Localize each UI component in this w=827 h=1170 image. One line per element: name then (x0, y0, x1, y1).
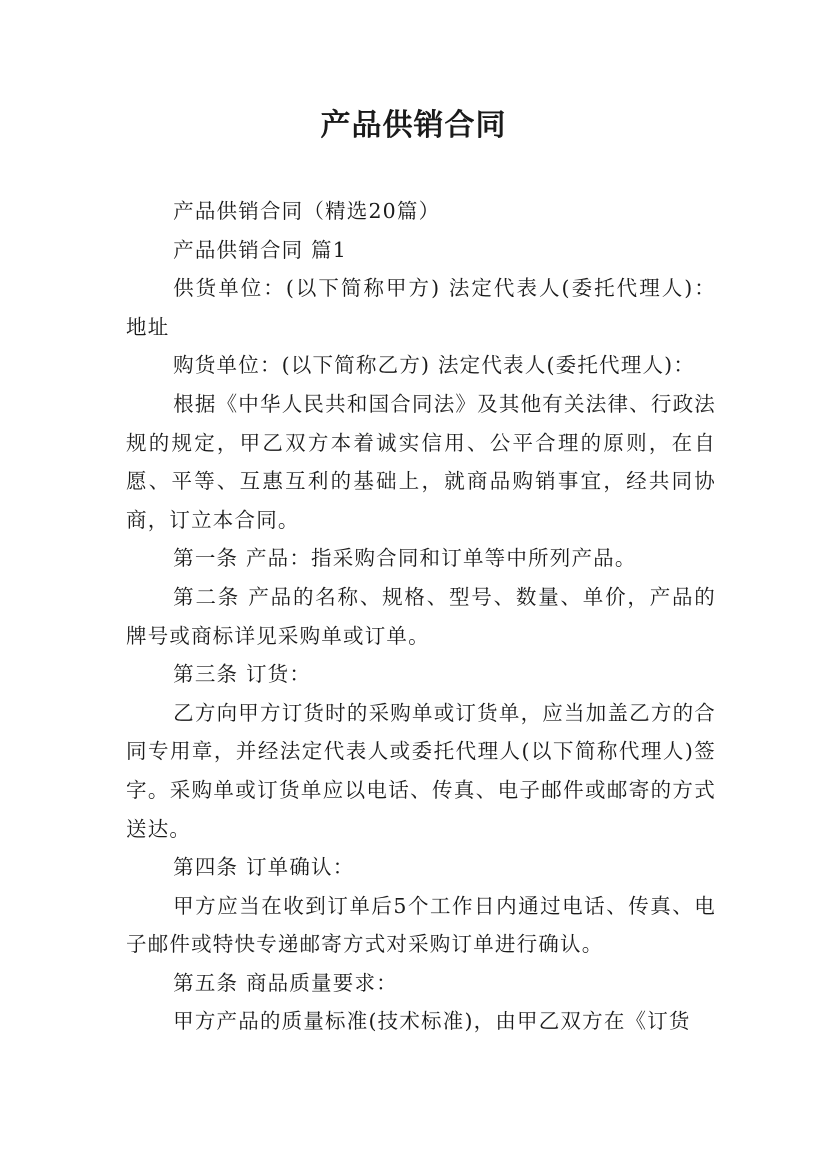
paragraph-subtitle: 产品供销合同（精选20篇） (173, 199, 441, 223)
paragraph-article-4-heading: 第四条 订单确认： (173, 855, 355, 880)
document-title: 产品供销合同 (320, 108, 507, 143)
document-body (126, 192, 716, 1041)
paragraph-article-5-heading: 第五条 商品质量要求： (173, 970, 398, 995)
paragraph-buyer: 购货单位：(以下简称乙方) 法定代表人(委托代理人)： (173, 353, 696, 378)
paragraph-preamble: 根据《中华人民共和国合同法》及其他有关法律、行政法规的规定，甲乙双方本着诚实信用、公平合理的原则，在自愿、平等、互惠互利的基础上，就商品购销事宜，经共同协商，订立本合同。 (126, 391, 716, 532)
paragraph-article-2: 第二条 产品的名称、规格、型号、数量、单价，产品的牌号或商标详见采购单或订单。 (126, 584, 716, 648)
paragraph-supplier: 供货单位：(以下简称甲方) 法定代表人(委托代理人)：地址 (126, 276, 716, 339)
paragraph-article-5-body: 甲方产品的质量标准(技术标准)，由甲乙双方在《订货 (173, 1009, 691, 1034)
paragraph-section-heading: 产品供销合同 篇1 (173, 237, 347, 262)
paragraph-article-3-heading: 第三条 订货： (173, 662, 312, 687)
paragraph-article-1: 第一条 产品：指采购合同和订单等中所列产品。 (173, 546, 637, 571)
paragraph-article-3-body: 乙方向甲方订货时的采购单或订货单，应当加盖乙方的合同专用章，并经法定代表人或委托代理人(以下简称代理人)签字。采购单或订货单应以电话、传真、电子邮件或邮寄的方式送达。 (126, 700, 716, 841)
paragraph-article-4-body: 甲方应当在收到订单后5个工作日内通过电话、传真、电子邮件或特快专递邮寄方式对采购订单进行确认。 (126, 893, 716, 957)
